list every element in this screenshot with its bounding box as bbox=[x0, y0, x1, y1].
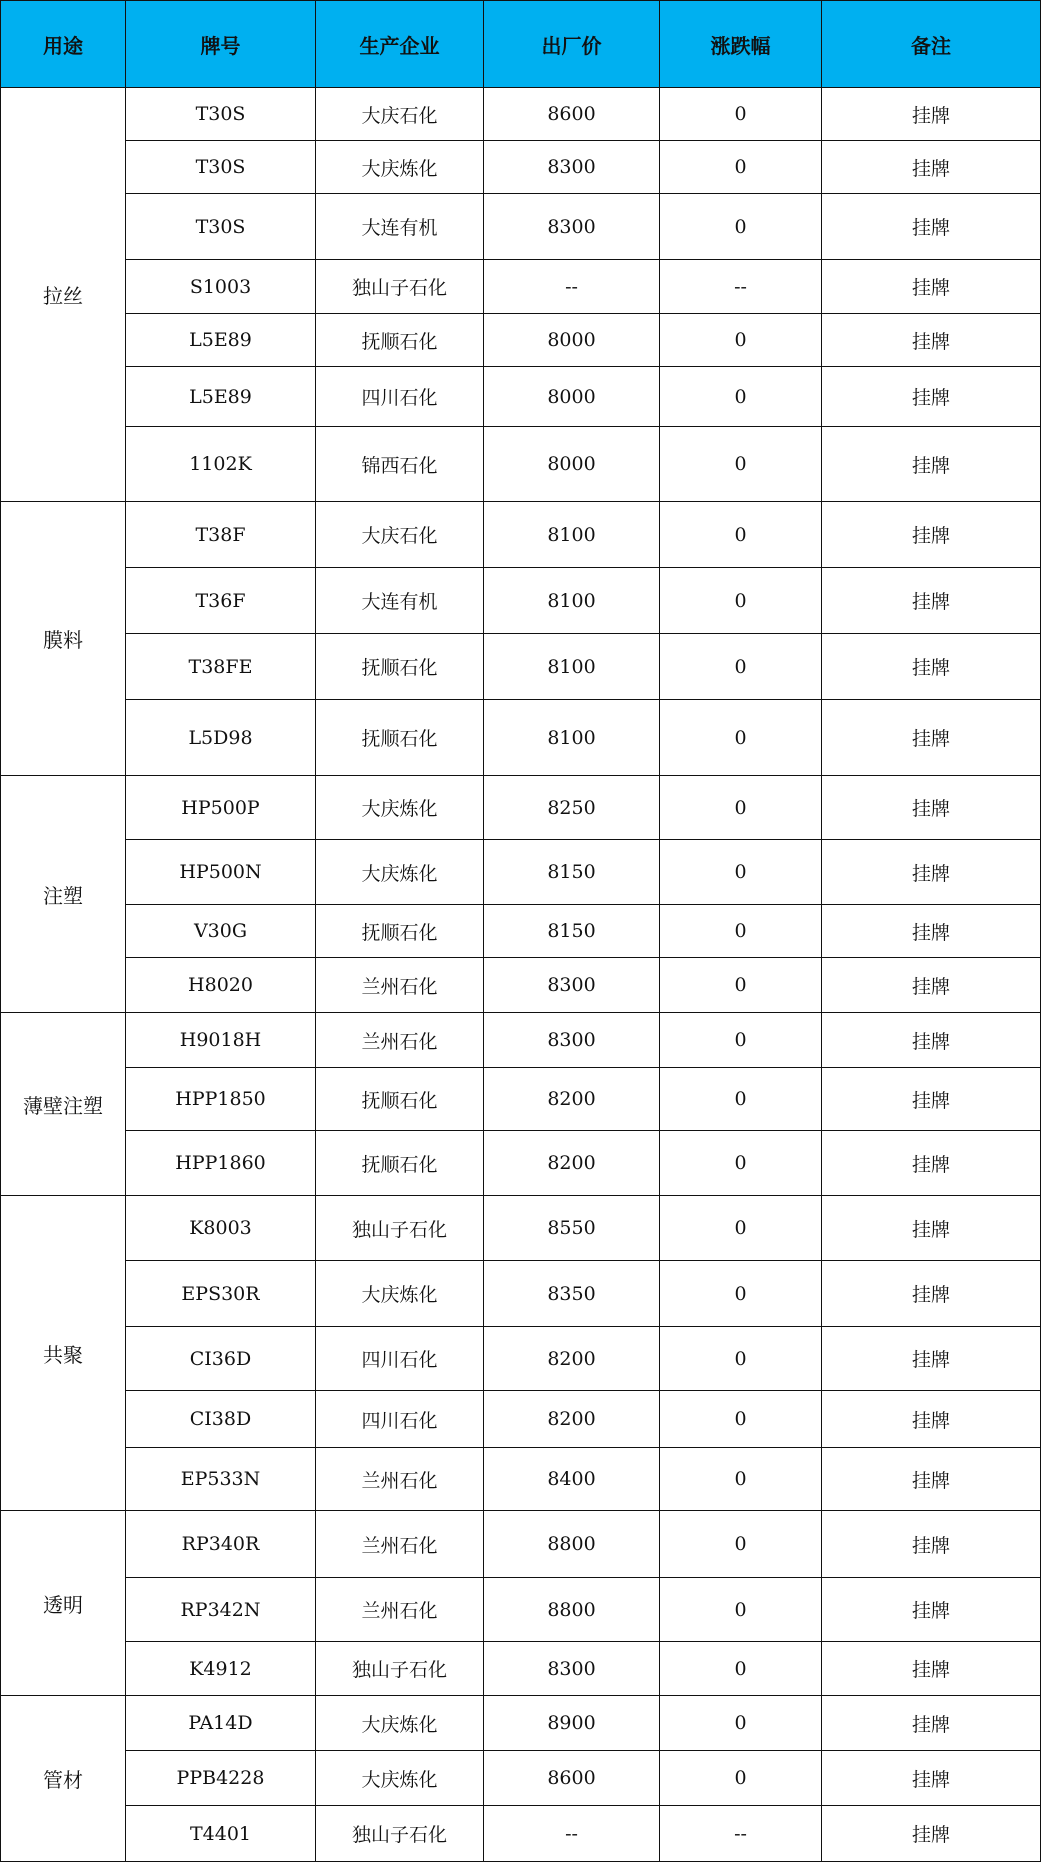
table-row bbox=[1, 367, 1041, 427]
grade-cell: S1003 bbox=[126, 260, 316, 314]
note-cell: 挂牌 bbox=[822, 427, 1041, 502]
table-row bbox=[1, 634, 1041, 700]
grade-cell: K8003 bbox=[126, 1196, 316, 1261]
grade-cell: T30S bbox=[126, 141, 316, 194]
note-cell: 挂牌 bbox=[822, 1391, 1041, 1448]
change-cell: 0 bbox=[660, 1013, 822, 1068]
note-cell: 挂牌 bbox=[822, 141, 1041, 194]
header-change: 涨跌幅 bbox=[660, 1, 822, 88]
price-cell: 8300 bbox=[484, 194, 660, 260]
change-cell: 0 bbox=[660, 367, 822, 427]
change-cell: 0 bbox=[660, 840, 822, 905]
table-row bbox=[1, 260, 1041, 314]
table-row bbox=[1, 502, 1041, 568]
table-row bbox=[1, 1511, 1041, 1578]
change-cell: 0 bbox=[660, 1511, 822, 1578]
note-cell: 挂牌 bbox=[822, 88, 1041, 141]
note-cell: 挂牌 bbox=[822, 634, 1041, 700]
grade-cell: PA14D bbox=[126, 1696, 316, 1751]
table-row bbox=[1, 1261, 1041, 1327]
grade-cell: CI38D bbox=[126, 1391, 316, 1448]
table-body bbox=[1, 88, 1041, 1862]
change-cell: 0 bbox=[660, 1751, 822, 1806]
table-row bbox=[1, 427, 1041, 502]
table-row bbox=[1, 1642, 1041, 1696]
header-price: 出厂价 bbox=[484, 1, 660, 88]
producer-cell: 大连有机 bbox=[316, 568, 484, 634]
usage-cell: 膜料 bbox=[1, 502, 126, 776]
grade-cell: HP500P bbox=[126, 776, 316, 840]
producer-cell: 独山子石化 bbox=[316, 1196, 484, 1261]
grade-cell: RP342N bbox=[126, 1578, 316, 1642]
change-cell: 0 bbox=[660, 427, 822, 502]
table-row bbox=[1, 905, 1041, 958]
change-cell: 0 bbox=[660, 634, 822, 700]
table-row bbox=[1, 1391, 1041, 1448]
change-cell: 0 bbox=[660, 568, 822, 634]
grade-cell: HPP1860 bbox=[126, 1131, 316, 1196]
producer-cell: 独山子石化 bbox=[316, 1806, 484, 1862]
table-row bbox=[1, 1068, 1041, 1131]
producer-cell: 抚顺石化 bbox=[316, 905, 484, 958]
grade-cell: L5D98 bbox=[126, 700, 316, 776]
price-cell: 8350 bbox=[484, 1261, 660, 1327]
note-cell: 挂牌 bbox=[822, 840, 1041, 905]
table-row bbox=[1, 88, 1041, 141]
producer-cell: 兰州石化 bbox=[316, 958, 484, 1013]
grade-cell: H8020 bbox=[126, 958, 316, 1013]
change-cell: 0 bbox=[660, 502, 822, 568]
price-cell: 8200 bbox=[484, 1131, 660, 1196]
producer-cell: 兰州石化 bbox=[316, 1578, 484, 1642]
grade-cell: T38F bbox=[126, 502, 316, 568]
grade-cell: 1102K bbox=[126, 427, 316, 502]
price-cell: 8300 bbox=[484, 1642, 660, 1696]
producer-cell: 大庆炼化 bbox=[316, 1696, 484, 1751]
price-cell: -- bbox=[484, 260, 660, 314]
note-cell: 挂牌 bbox=[822, 1261, 1041, 1327]
change-cell: 0 bbox=[660, 1578, 822, 1642]
change-cell: 0 bbox=[660, 700, 822, 776]
note-cell: 挂牌 bbox=[822, 1131, 1041, 1196]
change-cell: -- bbox=[660, 1806, 822, 1862]
table-row bbox=[1, 1196, 1041, 1261]
note-cell: 挂牌 bbox=[822, 1327, 1041, 1391]
change-cell: -- bbox=[660, 260, 822, 314]
grade-cell: EP533N bbox=[126, 1448, 316, 1511]
change-cell: 0 bbox=[660, 905, 822, 958]
change-cell: 0 bbox=[660, 1391, 822, 1448]
table-row bbox=[1, 1696, 1041, 1751]
producer-cell: 兰州石化 bbox=[316, 1013, 484, 1068]
note-cell: 挂牌 bbox=[822, 260, 1041, 314]
price-cell: 8600 bbox=[484, 1751, 660, 1806]
producer-cell: 锦西石化 bbox=[316, 427, 484, 502]
header-producer: 生产企业 bbox=[316, 1, 484, 88]
table-row bbox=[1, 1327, 1041, 1391]
table-row bbox=[1, 314, 1041, 367]
usage-cell: 注塑 bbox=[1, 776, 126, 1013]
grade-cell: V30G bbox=[126, 905, 316, 958]
note-cell: 挂牌 bbox=[822, 367, 1041, 427]
change-cell: 0 bbox=[660, 314, 822, 367]
note-cell: 挂牌 bbox=[822, 568, 1041, 634]
note-cell: 挂牌 bbox=[822, 1642, 1041, 1696]
note-cell: 挂牌 bbox=[822, 1196, 1041, 1261]
grade-cell: EPS30R bbox=[126, 1261, 316, 1327]
change-cell: 0 bbox=[660, 1131, 822, 1196]
table-row bbox=[1, 568, 1041, 634]
table-row bbox=[1, 840, 1041, 905]
usage-cell: 薄壁注塑 bbox=[1, 1013, 126, 1196]
price-cell: 8600 bbox=[484, 88, 660, 141]
grade-cell: T36F bbox=[126, 568, 316, 634]
price-cell: 8900 bbox=[484, 1696, 660, 1751]
producer-cell: 大庆石化 bbox=[316, 502, 484, 568]
producer-cell: 抚顺石化 bbox=[316, 634, 484, 700]
table-row bbox=[1, 958, 1041, 1013]
price-cell: 8000 bbox=[484, 427, 660, 502]
producer-cell: 抚顺石化 bbox=[316, 1068, 484, 1131]
price-cell: 8100 bbox=[484, 634, 660, 700]
table-row bbox=[1, 776, 1041, 840]
producer-cell: 抚顺石化 bbox=[316, 314, 484, 367]
header-note: 备注 bbox=[822, 1, 1041, 88]
change-cell: 0 bbox=[660, 88, 822, 141]
change-cell: 0 bbox=[660, 1261, 822, 1327]
grade-cell: CI36D bbox=[126, 1327, 316, 1391]
note-cell: 挂牌 bbox=[822, 502, 1041, 568]
table-row bbox=[1, 194, 1041, 260]
price-cell: 8000 bbox=[484, 314, 660, 367]
change-cell: 0 bbox=[660, 1196, 822, 1261]
producer-cell: 独山子石化 bbox=[316, 260, 484, 314]
table-row bbox=[1, 1013, 1041, 1068]
grade-cell: HPP1850 bbox=[126, 1068, 316, 1131]
table-row bbox=[1, 700, 1041, 776]
producer-cell: 大庆炼化 bbox=[316, 1261, 484, 1327]
table-row bbox=[1, 1578, 1041, 1642]
producer-cell: 抚顺石化 bbox=[316, 700, 484, 776]
grade-cell: K4912 bbox=[126, 1642, 316, 1696]
price-cell: 8300 bbox=[484, 958, 660, 1013]
price-cell: 8400 bbox=[484, 1448, 660, 1511]
grade-cell: L5E89 bbox=[126, 314, 316, 367]
producer-cell: 四川石化 bbox=[316, 1327, 484, 1391]
grade-cell: T30S bbox=[126, 88, 316, 141]
grade-cell: T30S bbox=[126, 194, 316, 260]
grade-cell: T4401 bbox=[126, 1806, 316, 1862]
note-cell: 挂牌 bbox=[822, 1751, 1041, 1806]
price-cell: 8200 bbox=[484, 1327, 660, 1391]
table-row bbox=[1, 1806, 1041, 1862]
price-cell: 8250 bbox=[484, 776, 660, 840]
note-cell: 挂牌 bbox=[822, 1448, 1041, 1511]
note-cell: 挂牌 bbox=[822, 314, 1041, 367]
producer-cell: 大庆炼化 bbox=[316, 1751, 484, 1806]
producer-cell: 大庆炼化 bbox=[316, 776, 484, 840]
table-row bbox=[1, 1751, 1041, 1806]
usage-cell: 共聚 bbox=[1, 1196, 126, 1511]
price-cell: 8200 bbox=[484, 1391, 660, 1448]
price-cell: 8150 bbox=[484, 905, 660, 958]
grade-cell: HP500N bbox=[126, 840, 316, 905]
producer-cell: 大连有机 bbox=[316, 194, 484, 260]
grade-cell: L5E89 bbox=[126, 367, 316, 427]
usage-cell: 拉丝 bbox=[1, 88, 126, 502]
note-cell: 挂牌 bbox=[822, 1511, 1041, 1578]
producer-cell: 兰州石化 bbox=[316, 1511, 484, 1578]
price-cell: 8300 bbox=[484, 141, 660, 194]
change-cell: 0 bbox=[660, 1696, 822, 1751]
note-cell: 挂牌 bbox=[822, 1696, 1041, 1751]
price-cell: 8150 bbox=[484, 840, 660, 905]
grade-cell: H9018H bbox=[126, 1013, 316, 1068]
price-cell: 8200 bbox=[484, 1068, 660, 1131]
producer-cell: 兰州石化 bbox=[316, 1448, 484, 1511]
header-grade: 牌号 bbox=[126, 1, 316, 88]
price-cell: 8100 bbox=[484, 568, 660, 634]
producer-cell: 大庆炼化 bbox=[316, 141, 484, 194]
note-cell: 挂牌 bbox=[822, 776, 1041, 840]
note-cell: 挂牌 bbox=[822, 1068, 1041, 1131]
producer-cell: 大庆炼化 bbox=[316, 840, 484, 905]
note-cell: 挂牌 bbox=[822, 905, 1041, 958]
price-cell: 8100 bbox=[484, 502, 660, 568]
usage-cell: 透明 bbox=[1, 1511, 126, 1696]
note-cell: 挂牌 bbox=[822, 1013, 1041, 1068]
change-cell: 0 bbox=[660, 141, 822, 194]
usage-cell: 管材 bbox=[1, 1696, 126, 1862]
price-cell: 8800 bbox=[484, 1511, 660, 1578]
price-cell: -- bbox=[484, 1806, 660, 1862]
change-cell: 0 bbox=[660, 1642, 822, 1696]
change-cell: 0 bbox=[660, 194, 822, 260]
table-row bbox=[1, 1131, 1041, 1196]
change-cell: 0 bbox=[660, 1448, 822, 1511]
table-row bbox=[1, 141, 1041, 194]
header-usage: 用途 bbox=[1, 1, 126, 88]
note-cell: 挂牌 bbox=[822, 1578, 1041, 1642]
grade-cell: RP340R bbox=[126, 1511, 316, 1578]
grade-cell: PPB4228 bbox=[126, 1751, 316, 1806]
price-cell: 8300 bbox=[484, 1013, 660, 1068]
table-row bbox=[1, 1448, 1041, 1511]
producer-cell: 独山子石化 bbox=[316, 1642, 484, 1696]
producer-cell: 四川石化 bbox=[316, 1391, 484, 1448]
change-cell: 0 bbox=[660, 958, 822, 1013]
change-cell: 0 bbox=[660, 1068, 822, 1131]
note-cell: 挂牌 bbox=[822, 194, 1041, 260]
note-cell: 挂牌 bbox=[822, 700, 1041, 776]
producer-cell: 大庆石化 bbox=[316, 88, 484, 141]
producer-cell: 抚顺石化 bbox=[316, 1131, 484, 1196]
grade-cell: T38FE bbox=[126, 634, 316, 700]
change-cell: 0 bbox=[660, 1327, 822, 1391]
header-row bbox=[1, 1, 1041, 88]
price-cell: 8100 bbox=[484, 700, 660, 776]
change-cell: 0 bbox=[660, 776, 822, 840]
price-cell: 8550 bbox=[484, 1196, 660, 1261]
price-cell: 8800 bbox=[484, 1578, 660, 1642]
note-cell: 挂牌 bbox=[822, 1806, 1041, 1862]
producer-cell: 四川石化 bbox=[316, 367, 484, 427]
price-cell: 8000 bbox=[484, 367, 660, 427]
note-cell: 挂牌 bbox=[822, 958, 1041, 1013]
